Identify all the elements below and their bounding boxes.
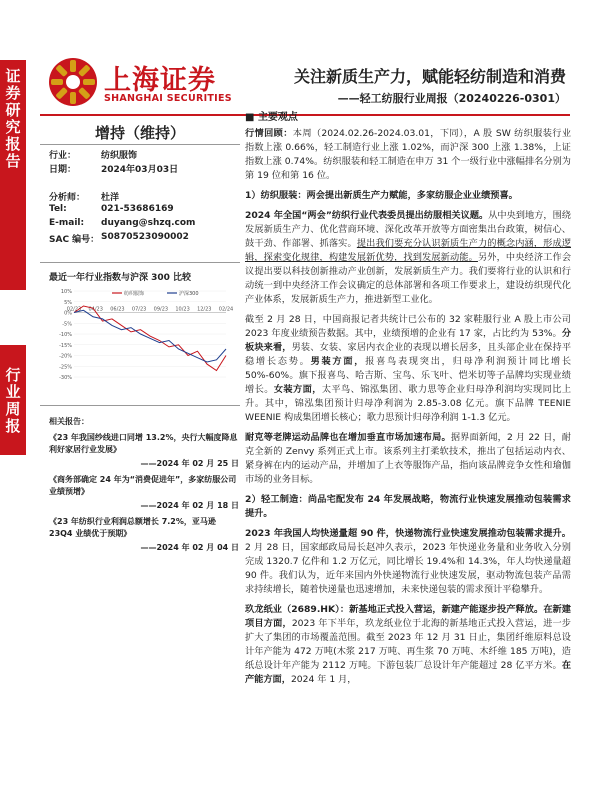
y-tick-label: 5%	[64, 299, 72, 306]
market-review-paragraph: 行情回顾：本周（2024.02.26-2024.03.01，下同），A 股 SW 纺织服装行业指数上涨 0.66%，轻工制造行业上涨 1.02%，而沪深 300 上涨 1.38%，上证指数上涨 0.74%。纺织服装和轻工制造在申万 31 个一级行业中涨幅排名分别为第 19 位和第 16 位。	[245, 128, 572, 181]
related-item-date: ——2024 年 02 月 18 日	[140, 501, 239, 510]
related-item-date: ——2024 年 02 月 25 日	[140, 459, 239, 468]
x-tick-label: 02/23	[66, 306, 82, 313]
express-paragraph: 2023 年我国人均快递量超 90 件，快递物流行业快速发展推动包装需求提升。2 月 28 日，国家邮政局局长赵冲久表示，2023 年快递业务量和业务收入分别完成 1320.7 亿件和 1.2 万亿元，同比增长 19.4%和 14.3%，年人均快递量超 90 件。我们认为，近年来国内外快递物流行业快速发展，驱动物流包装产品需求持续增长，随着快递量也迅速增加，未来快递包装的需求预计平稳攀升。	[245, 528, 571, 595]
tel-value: 021-53686169	[101, 204, 174, 214]
brand-logo-icon	[48, 57, 98, 107]
brand-name-cn: 上海证券	[104, 65, 216, 96]
sidebar-category-band	[0, 345, 26, 455]
legend-label: 沪深300	[179, 291, 199, 297]
sac-label: SAC 编号：	[49, 235, 100, 245]
related-heading: 相关报告：	[49, 417, 89, 426]
x-tick-label: 04/23	[88, 306, 103, 313]
y-tick-label: -5%	[62, 321, 72, 328]
analyst-value: 杜洋	[101, 193, 120, 203]
related-item[interactable]	[49, 432, 239, 470]
email-row	[49, 218, 196, 228]
related-item-title[interactable]: 《23 年我国纱线进口同增 13.2%，央行大幅度降息利好家居行业发展》	[49, 433, 238, 454]
nike-paragraph: 耐克等老牌运动品牌也在增加垂直市场加速布局。据界面新闻，2 月 22 日，耐克全新的 Zenvy 系列正式上市。该系列主打柔软技术，推出了包括运动内衣、紧身裤在内的运动产品，并增加了上衣等服饰产品，指向该品牌竞争女性和瑜伽市场的业务目标。	[245, 432, 571, 485]
date-label: 日期：	[49, 165, 77, 175]
email-value[interactable]: duyang@shzq.com	[101, 218, 196, 228]
date-value: 2024年03月03日	[101, 165, 179, 175]
related-item[interactable]	[49, 516, 239, 554]
light-industry-heading: 2）轻工制造：尚品宅配发布 24 年发展战略，物流行业快速发展推动包装需求提升。	[245, 494, 571, 519]
report-title: 关注新质生产力，赋能轻纺制造和消费	[293, 67, 566, 86]
related-item-title[interactable]: 《23 年纺织行业利润总额增长 7.2%，亚马逊 23Q4 业绩优于预期》	[49, 517, 216, 538]
y-tick-label: 10%	[60, 289, 72, 295]
y-tick-label: -30%	[59, 375, 72, 381]
index-comparison-chart	[52, 285, 234, 395]
related-item[interactable]	[49, 474, 239, 512]
chart-bottom-divider	[40, 405, 240, 406]
email-label: E-mail:	[49, 218, 85, 228]
rating-divider	[40, 144, 240, 145]
y-tick-label: -10%	[59, 332, 72, 338]
x-tick-label: 02/24	[218, 306, 234, 313]
tel-label: Tel:	[49, 204, 67, 214]
main-content	[245, 111, 571, 693]
brand-name-en: SHANGHAI SECURITIES	[104, 93, 232, 104]
y-tick-label: -20%	[59, 353, 72, 360]
related-item-title[interactable]: 《商务部确定 24 年为“消费促进年”，多家纺服公司业绩预增》	[49, 475, 237, 496]
textile-section-heading: 1）纺织服装：两会提出新质生产力赋能，多家纺服企业业绩预喜。	[245, 190, 518, 201]
sac-value: S0870523090002	[101, 232, 189, 242]
x-tick-label: 09/23	[153, 306, 169, 313]
x-tick-label: 07/23	[131, 306, 147, 313]
sidebar	[0, 0, 26, 800]
x-tick-label: 10/23	[175, 306, 190, 313]
section-title: ■ 主要观点	[245, 112, 298, 123]
rating-label: 增持（维持）	[94, 124, 185, 142]
x-tick-label: 12/23	[197, 306, 212, 313]
y-tick-label: -25%	[59, 364, 72, 371]
y-tick-label: 0%	[64, 310, 72, 317]
analyst-label: 分析师：	[49, 193, 86, 203]
x-tick-label: 06/23	[110, 306, 125, 313]
two-sessions-paragraph: 2024 年全国“两会”纺织行业代表委员提出纺服相关议题。从中央到地方，围绕发展新质生产力、优化营商环境、深化改革开放等方面密集出台政策，树信心、鼓干劲、作部署、抓落实。提出我们要充分认识新质生产力的概念内涵，形成逻辑，探索变化规律，构建发展新优势，找到发展新动能。另外，中央经济工作会议提出要以科技创新推动产业创新，发展新质生产力。我们要将行业的认识和行动统一到中央经济工作会议确定的总体部署和各项工作要求上，建设纺织现代化产业体系，发展新质生产力，推进新型工业化。	[245, 210, 572, 305]
related-reports	[49, 416, 239, 554]
sac-row	[49, 232, 189, 245]
chart-top-divider	[40, 262, 240, 263]
sidebar-report-type-band	[0, 60, 26, 290]
sidebar-report-type-label: 证券研究报告	[5, 67, 21, 170]
related-item-date: ——2024 年 02 月 04 日	[140, 543, 239, 552]
date-row	[49, 162, 179, 175]
earnings-paragraph: 截至 2 月 28 日，中国商报记者共统计已公布的 32 家鞋服行业 A 股上市公司 2023 年度业绩预告数据。其中，业绩预增的企业有 17 家，占比约为 53%。分板块来看，男装、女装、家居内衣企业的表现以增长居多，且头部企业在保持平稳增长态势。男装方面，报喜鸟表现突出，归母净利润预计同比增长 50%-60%。旗下报喜鸟、哈吉斯、宝鸟、乐飞叶、恺米切等子品牌均实现业绩增长。女装方面，太平鸟、锦泓集团、歌力思等企业归母净利润均实现同比上升。其中，锦泓集团预计归母净利润为 2.85-3.08 亿元。旗下品牌 TEENIE WEENIE 构成集团增长核心；歌力思预计归母净利润 1-1.3 亿元。	[245, 314, 572, 423]
analyst-row	[49, 190, 120, 203]
chart-title: 最近一年行业指数与沪深 300 比较	[49, 273, 192, 283]
y-tick-label: -15%	[59, 342, 72, 349]
tel-row	[49, 204, 174, 214]
industry-label: 行业：	[49, 151, 77, 161]
nine-dragons-paragraph: 玖龙纸业（2689.HK）：新基地正式投入营运，新建产能逐步投产释放。在新建项目方面，2023 年下半年，玖龙纸业位于北海的新基地正式投入营运，进一步扩大了集团的市场覆盖范围。截至 2023 年 12 月 31 日止，集团纤维原料总设计年产能为 472 万吨(木浆 217 万吨、再生浆 70 万吨、木纤维 185 万吨)，造纸总设计年产能为 2112 万吨。下游包装厂总设计年产能超过 28 亿平方米。在产能方面，2024 年 1 月，	[245, 604, 571, 685]
industry-row	[49, 148, 138, 161]
industry-value: 纺织服饰	[101, 151, 138, 161]
legend-label: 纺织服饰	[124, 291, 145, 297]
sidebar-category-label: 行业周报	[5, 366, 21, 435]
report-subtitle: ——轻工纺服行业周报（20240226-0301）	[337, 92, 566, 105]
